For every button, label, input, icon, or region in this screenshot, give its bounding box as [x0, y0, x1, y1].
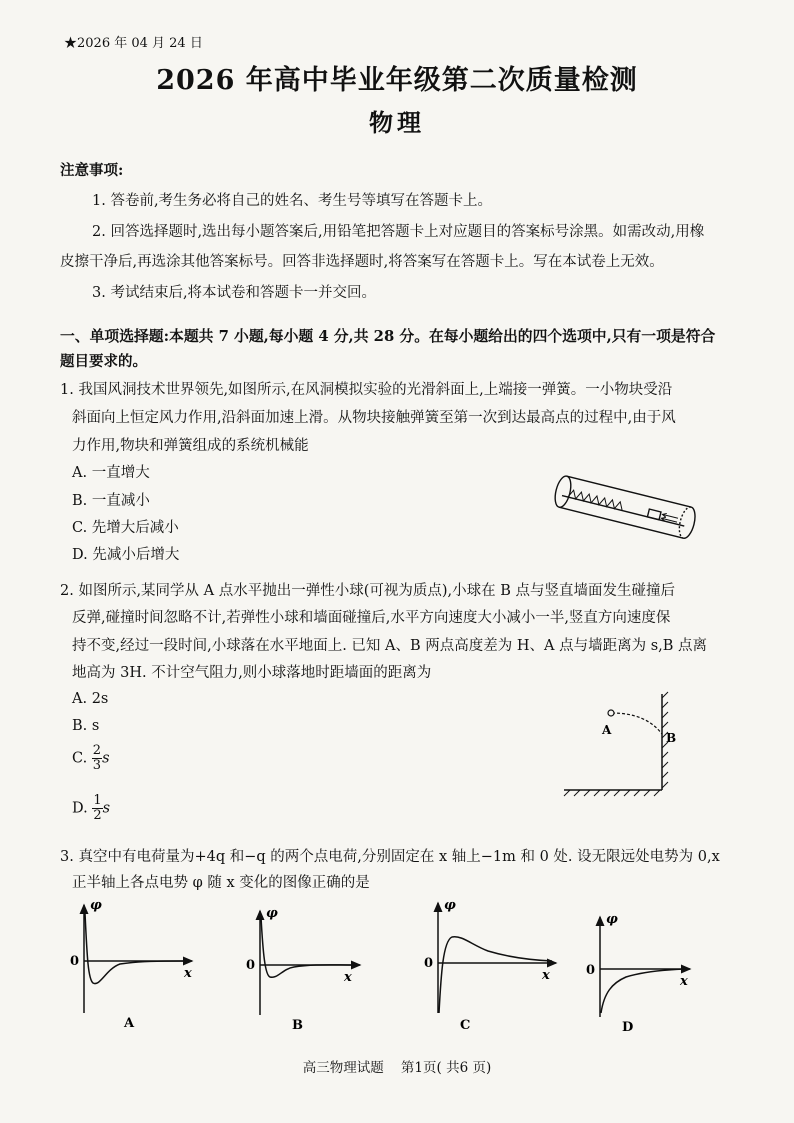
exam-date: ★2026 年 04 月 24 日 [64, 36, 203, 51]
q3-graphs [60, 895, 750, 1040]
page-footer: 高三物理试题 第1页( 共6 页) [302, 1060, 492, 1076]
graph-d-label: D [622, 1020, 634, 1035]
q2-option-c [72, 744, 110, 773]
q2-option-d [72, 794, 110, 823]
q1-option-a: A. 一直增大 [72, 465, 150, 481]
graph-c [424, 898, 556, 1033]
graph-a-y-label: φ [90, 898, 102, 913]
q2-option-d-prefix: D. [72, 800, 88, 817]
graph-b-origin: 0 [246, 958, 256, 973]
q1-option-d: D. 先减小后增大 [72, 547, 180, 563]
graph-a-origin: 0 [70, 954, 80, 969]
graph-d-x-label: x [680, 974, 688, 989]
graph-c-y-label: φ [444, 898, 456, 913]
q2-stem-line-1: 2. 如图所示,某同学从 A 点水平抛出一弹性小球(可视为质点),小球在 B 点与竖直墙面发生碰撞后 [60, 583, 676, 599]
notice-item-1: 1. 答卷前,考生务必将自己的姓名、考生号等填写在答题卡上。 [92, 193, 493, 209]
notice-item-2-line-2: 皮擦干净后,再选涂其他答案标号。回答非选择题时,将答案写在答题卡上。写在本试卷上无效。 [60, 254, 664, 270]
q2-option-b: B. s [72, 718, 100, 734]
q3-stem-line-2: 正半轴上各点电势 φ 随 x 变化的图像正确的是 [72, 875, 370, 891]
notice-heading: 注意事项: [60, 162, 124, 179]
q2-option-c-numerator: 2 [92, 743, 102, 758]
q2-option-a: A. 2s [72, 691, 109, 707]
q1-stem-line-1: 1. 我国风洞技术世界领先,如图所示,在风洞模拟实验的光滑斜面上,上端接一弹簧。一小物块受沿 [60, 382, 673, 398]
section-1-heading-line-1: 一、单项选择题:本题共 7 小题,每小题 4 分,共 28 分。在每小题给出的四个选项中,只有一项是符合 [60, 328, 716, 345]
graph-a-x-label: x [184, 966, 192, 981]
q1-option-c: C. 先增大后减小 [72, 520, 179, 536]
point-a-label: A [602, 723, 612, 737]
q2-option-c-fraction [92, 744, 102, 773]
q2-stem-line-3: 持不变,经过一段时间,小球落在水平地面上. 已知 A、B 两点高度差为 H、A 点与墙距离为 s,B 点离 [72, 638, 708, 654]
q2-stem-line-2: 反弹,碰撞时间忽略不计,若弹性小球和墙面碰撞后,水平方向速度大小减小一半,竖直方向速度保 [72, 610, 671, 626]
q1-stem-line-3: 力作用,物块和弹簧组成的系统机械能 [72, 438, 309, 454]
q2-option-c-denominator: 3 [92, 758, 102, 773]
wind-tunnel-figure [548, 462, 708, 562]
q2-option-d-fraction [92, 794, 102, 823]
q2-option-d-variable: s [102, 800, 111, 817]
graph-c-label: C [460, 1018, 471, 1033]
section-1-heading-line-2: 题目要求的。 [60, 353, 147, 370]
graph-b-label: B [292, 1018, 303, 1033]
q1-stem-line-2: 斜面向上恒定风力作用,沿斜面加速上滑。从物块接触弹簧至第一次到达最高点的过程中,由于风 [72, 410, 676, 426]
point-b-label: B [666, 731, 676, 745]
q2-stem-line-4: 地高为 3H. 不计空气阻力,则小球落地时距墙面的距离为 [72, 665, 432, 681]
q2-option-d-numerator: 1 [93, 793, 102, 808]
exam-title: 2026 年高中毕业年级第二次质量检测 [156, 65, 638, 96]
q1-option-b: B. 一直减小 [72, 493, 150, 509]
graph-c-x-label: x [542, 968, 550, 983]
graph-b-x-label: x [344, 970, 352, 985]
graph-c-origin: 0 [424, 956, 434, 971]
graph-d [586, 912, 690, 1035]
q2-option-c-prefix: C. [72, 750, 88, 767]
graph-d-y-label: φ [606, 912, 618, 927]
wall-projectile-figure [556, 690, 676, 802]
notice-item-3: 3. 考试结束后,将本试卷和答题卡一并交回。 [92, 285, 377, 301]
q3-stem-line-1: 3. 真空中有电荷量为+4q 和−q 的两个点电荷,分别固定在 x 轴上−1m 和 0 处. 设无限远处电势为 0,x [60, 849, 720, 865]
graph-b-y-label: φ [266, 906, 278, 921]
graph-a [70, 898, 192, 1031]
q2-option-d-denominator: 2 [93, 808, 102, 823]
exam-subject: 物理 [369, 108, 425, 137]
graph-b [246, 906, 360, 1033]
q2-option-c-variable: s [102, 750, 110, 767]
graph-a-label: A [124, 1016, 135, 1031]
notice-item-2-line-1: 2. 回答选择题时,选出每小题答案后,用铅笔把答题卡上对应题目的答案标号涂黑。如需改动,用橡 [92, 224, 705, 240]
graph-d-origin: 0 [586, 963, 596, 978]
